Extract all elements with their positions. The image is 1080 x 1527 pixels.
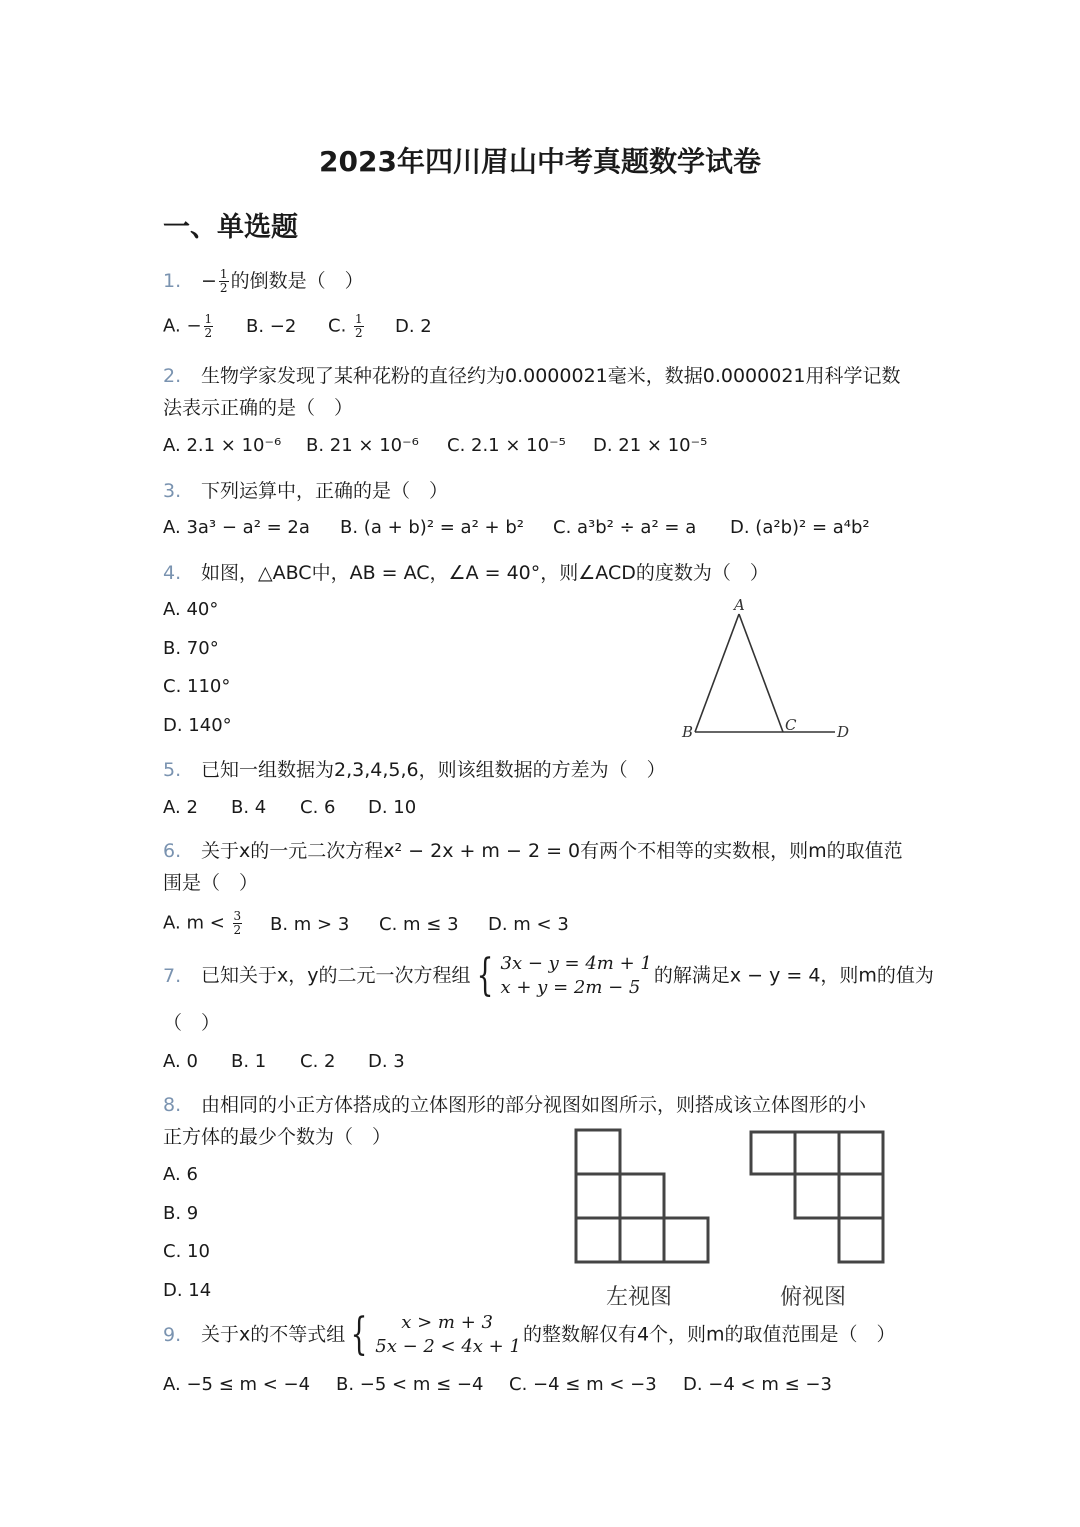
question-number: 6. <box>163 840 182 862</box>
option-b: B. 4 <box>231 797 267 818</box>
top-view-caption: 俯视图 <box>780 1285 847 1310</box>
option-a: A. −5 ≤ m < −4 <box>163 1374 311 1395</box>
question-9: 9. 关于x的不等式组 { x > m + 3 5x − 2 < 4x + 1 的整数解仅有4个，则m的取值范围是（ ） <box>163 1309 896 1360</box>
option-d: D. 14 <box>163 1280 212 1301</box>
option-c: C. −4 ≤ m < −3 <box>509 1374 657 1395</box>
option-b: B. 21 × 10⁻⁶ <box>306 435 419 456</box>
question-number: 1. <box>163 270 182 292</box>
option-b: B. (a + b)² = a² + b² <box>340 517 524 538</box>
option-d: D. 21 × 10⁻⁵ <box>593 435 708 456</box>
side-ac <box>739 614 783 732</box>
label-d: D <box>837 723 850 741</box>
inequality-system: x > m + 3 5x − 2 < 4x + 1 <box>375 1312 521 1357</box>
equation-system: 3x − y = 4m + 1 x + y = 2m − 5 <box>500 953 652 998</box>
question-7: 7. 已知关于x，y的二元一次方程组 { 3x − y = 4m + 1 x + y = 2m − 5 的解满足x − y = 4，则m的值为 <box>163 950 934 1001</box>
question-5: 5. 已知一组数据为2,3,4,5,6，则该组数据的方差为（ ） <box>163 759 666 781</box>
option-b: B. −2 <box>246 316 297 337</box>
question-number: 9. <box>163 1323 182 1346</box>
option-c: C. 2 <box>300 1051 336 1072</box>
brace: { <box>476 950 493 1001</box>
label-b: B <box>682 723 694 741</box>
option-b: B. 70° <box>163 638 219 659</box>
question-number: 7. <box>163 964 182 987</box>
question-7-line2: （ ） <box>163 1012 221 1034</box>
triangle-figure <box>675 592 865 742</box>
option-d: D. 10 <box>368 797 417 818</box>
question-4: 4. 如图，△ABC中，AB = AC，∠A = 40°，则∠ACD的度数为（ ） <box>163 562 769 584</box>
question-number: 2. <box>163 365 182 387</box>
option-a: A. 3a³ − a² = 2a <box>163 517 310 538</box>
option-c: C. $\frac{1}{2}$ <box>328 312 363 340</box>
option-c: C. a³b² ÷ a² = a <box>553 517 697 538</box>
left-view <box>576 1130 708 1262</box>
label-a: A <box>734 596 745 614</box>
option-a: A. − $\frac{1}{2}$ <box>163 312 213 340</box>
question-2-line2: 法表示正确的是（ ） <box>163 397 354 419</box>
option-d: D. (a²b)² = a⁴b² <box>730 517 870 538</box>
question-3: 3. 下列运算中，正确的是（ ） <box>163 480 449 502</box>
option-d: D. 140° <box>163 715 232 736</box>
option-d: D. 3 <box>368 1051 405 1072</box>
question-number: 8. <box>163 1094 182 1116</box>
option-c: C. 6 <box>300 797 336 818</box>
option-b: B. 1 <box>231 1051 267 1072</box>
option-c: C. m ≤ 3 <box>379 914 459 935</box>
page-title: 2023年四川眉山中考真题数学试卷 <box>319 145 761 178</box>
option-a: A. 6 <box>163 1164 198 1185</box>
question-number: 5. <box>163 759 182 781</box>
question-number: 4. <box>163 562 182 584</box>
option-a: A. 0 <box>163 1051 198 1072</box>
question-2: 2. 生物学家发现了某种花粉的直径约为0.0000021毫米，数据0.0000021用科学记数 <box>163 365 901 387</box>
option-a: A. 40° <box>163 599 219 620</box>
option-d: D. 2 <box>395 316 432 337</box>
views-figure <box>570 1124 890 1269</box>
option-b: B. −5 < m ≤ −4 <box>336 1374 484 1395</box>
question-6-line2: 围是（ ） <box>163 872 259 894</box>
option-a: A. 2 <box>163 797 198 818</box>
label-c: C <box>785 716 797 734</box>
fraction: $\frac{1}{2}$ <box>219 267 228 295</box>
option-c: C. 2.1 × 10⁻⁵ <box>447 435 566 456</box>
brace: { <box>350 1309 368 1360</box>
side-ab <box>695 614 739 732</box>
option-d: D. m < 3 <box>488 914 569 935</box>
option-b: B. 9 <box>163 1203 199 1224</box>
option-b: B. m > 3 <box>270 914 350 935</box>
question-8: 8. 由相同的小正方体搭成的立体图形的部分视图如图所示，则搭成该立体图形的小 <box>163 1094 867 1116</box>
option-c: C. 110° <box>163 676 231 697</box>
option-d: D. −4 < m ≤ −3 <box>683 1374 832 1395</box>
question-1: 1. − $\frac{1}{2}$ 的倒数是（ ） <box>163 267 364 295</box>
top-view <box>751 1132 883 1262</box>
left-view-caption: 左视图 <box>606 1285 673 1310</box>
option-a: A. m < $\frac{3}{2}$ <box>163 909 242 937</box>
section-heading: 一、单选题 <box>163 212 298 243</box>
option-c: C. 10 <box>163 1241 210 1262</box>
question-8-line2: 正方体的最少个数为（ ） <box>163 1126 392 1148</box>
option-a: A. 2.1 × 10⁻⁶ <box>163 435 282 456</box>
question-6: 6. 关于x的一元二次方程x² − 2x + m − 2 = 0有两个不相等的实数根，则m的取值范 <box>163 840 903 862</box>
question-number: 3. <box>163 480 182 502</box>
